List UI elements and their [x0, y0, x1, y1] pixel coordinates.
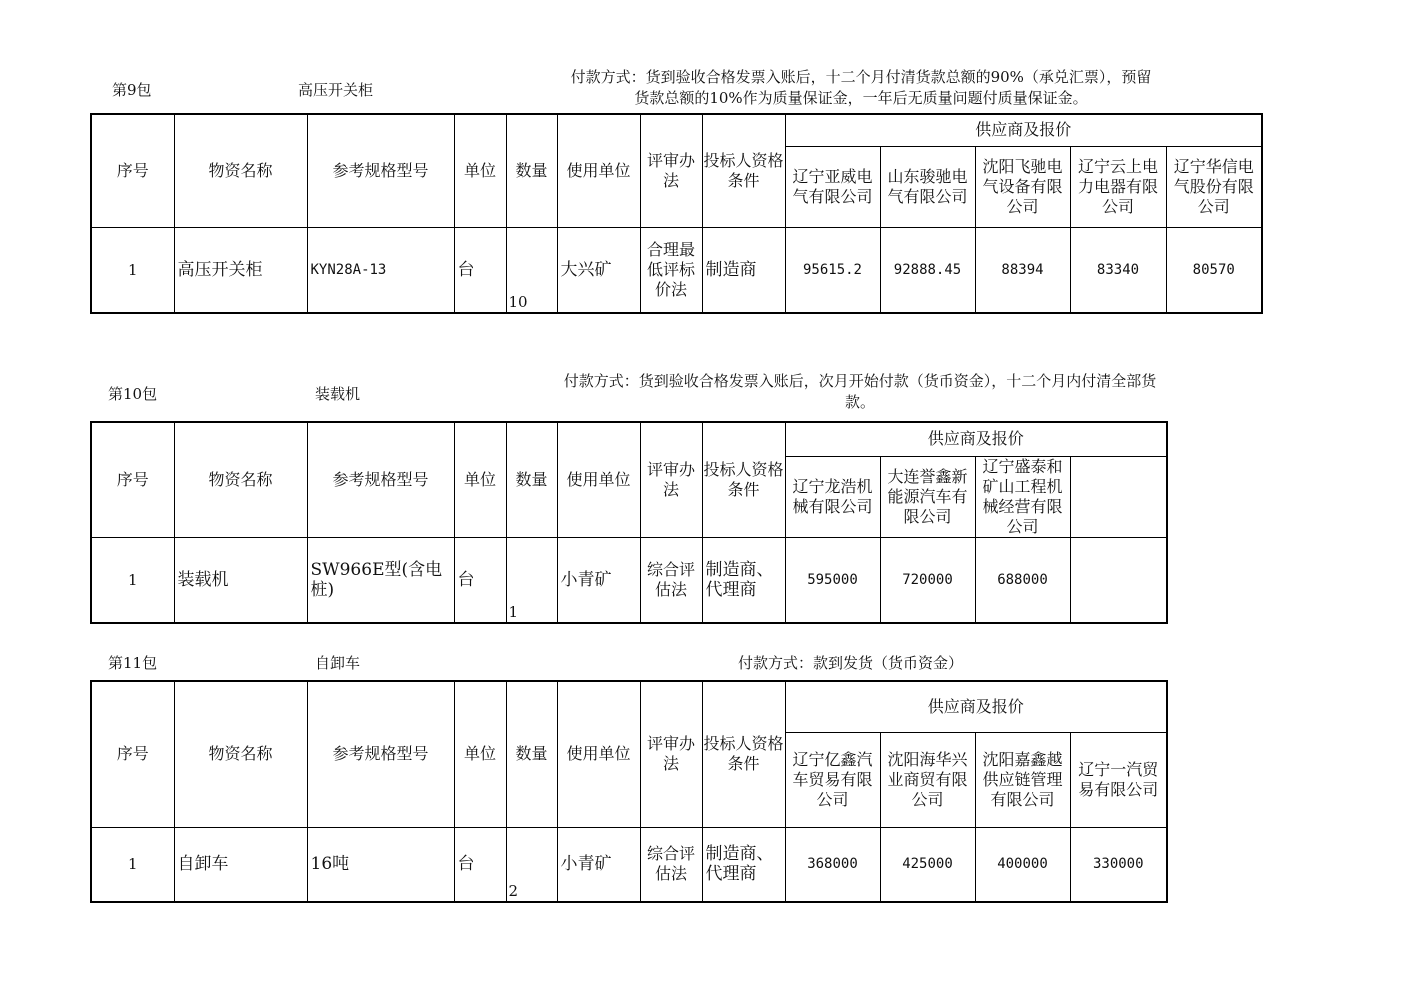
row-qty: 2 [506, 827, 557, 902]
row-user: 小青矿 [557, 537, 640, 623]
row-price: 400000 [975, 827, 1070, 902]
row-method: 综合评估法 [640, 827, 702, 902]
row-price: 425000 [880, 827, 975, 902]
row-name: 装载机 [174, 537, 307, 623]
header-method: 评审办法 [640, 114, 702, 227]
row-name: 高压开关柜 [174, 227, 307, 313]
supplier-name: 辽宁龙浩机械有限公司 [785, 456, 880, 537]
package-9-table [90, 113, 1263, 314]
header-spec: 参考规格型号 [307, 681, 454, 827]
row-price: 92888.45 [880, 227, 975, 313]
header-user: 使用单位 [557, 114, 640, 227]
supplier-name: 沈阳海华兴业商贸有限公司 [880, 732, 975, 827]
header-qualification: 投标人资格条件 [702, 114, 785, 227]
row-spec: SW966E型(含电桩) [307, 537, 454, 623]
header-qualification: 投标人资格条件 [702, 681, 785, 827]
package-11-name: 自卸车 [315, 654, 361, 672]
package-10-payment: 付款方式：货到验收合格发票入账后，次月开始付款（货币资金），十二个月内付清全部货款。 [563, 372, 1157, 411]
header-unit: 单位 [454, 114, 506, 227]
supplier-name: 辽宁华信电气股份有限公司 [1166, 146, 1262, 227]
header-qty: 数量 [506, 114, 557, 227]
package-11-payment: 付款方式：款到发货（货币资金） [738, 654, 964, 672]
supplier-name: 辽宁一汽贸易有限公司 [1070, 732, 1167, 827]
package-10-table [90, 421, 1168, 624]
row-qualification: 制造商、代理商 [702, 537, 785, 623]
header-name: 物资名称 [174, 681, 307, 827]
row-price: 688000 [975, 537, 1070, 623]
row-price [1070, 537, 1167, 623]
package-11-table [90, 680, 1168, 903]
supplier-name: 大连誉鑫新能源汽车有限公司 [880, 456, 975, 537]
header-suppliers: 供应商及报价 [785, 681, 1167, 732]
row-price: 95615.2 [785, 227, 880, 313]
package-9-name: 高压开关柜 [298, 81, 374, 99]
row-unit: 台 [454, 227, 506, 313]
row-spec: KYN28A-13 [307, 227, 454, 313]
row-method: 合理最低评标价法 [640, 227, 702, 313]
header-seq: 序号 [91, 422, 174, 537]
row-price: 368000 [785, 827, 880, 902]
package-11-label: 第11包 [108, 654, 158, 672]
package-9-payment: 付款方式：货到验收合格发票入账后，十二个月付清货款总额的90%（承兑汇票），预留货款总额的10%作为质量保证金，一年后无质量问题付质量保证金。 [570, 68, 1152, 107]
row-price: 720000 [880, 537, 975, 623]
header-name: 物资名称 [174, 422, 307, 537]
package-10-name: 装载机 [315, 385, 361, 403]
header-name: 物资名称 [174, 114, 307, 227]
row-seq: 1 [91, 227, 174, 313]
supplier-name: 沈阳飞驰电气设备有限公司 [975, 146, 1070, 227]
row-price: 83340 [1070, 227, 1166, 313]
row-unit: 台 [454, 827, 506, 902]
header-seq: 序号 [91, 114, 174, 227]
header-unit: 单位 [454, 422, 506, 537]
supplier-name [1070, 456, 1167, 537]
header-unit: 单位 [454, 681, 506, 827]
supplier-name: 辽宁亿鑫汽车贸易有限公司 [785, 732, 880, 827]
row-price: 80570 [1166, 227, 1262, 313]
row-unit: 台 [454, 537, 506, 623]
header-spec: 参考规格型号 [307, 114, 454, 227]
header-method: 评审办法 [640, 681, 702, 827]
row-seq: 1 [91, 537, 174, 623]
row-qualification: 制造商、代理商 [702, 827, 785, 902]
supplier-name: 辽宁亚威电气有限公司 [785, 146, 880, 227]
row-user: 小青矿 [557, 827, 640, 902]
row-method: 综合评估法 [640, 537, 702, 623]
header-user: 使用单位 [557, 422, 640, 537]
header-qualification: 投标人资格条件 [702, 422, 785, 537]
row-name: 自卸车 [174, 827, 307, 902]
header-suppliers: 供应商及报价 [785, 114, 1262, 146]
package-9-label: 第9包 [112, 81, 152, 99]
row-spec: 16吨 [307, 827, 454, 902]
header-seq: 序号 [91, 681, 174, 827]
header-method: 评审办法 [640, 422, 702, 537]
header-qty: 数量 [506, 681, 557, 827]
header-suppliers: 供应商及报价 [785, 422, 1167, 456]
header-spec: 参考规格型号 [307, 422, 454, 537]
row-qty: 1 [506, 537, 557, 623]
row-price: 595000 [785, 537, 880, 623]
row-qty: 10 [506, 227, 557, 313]
row-seq: 1 [91, 827, 174, 902]
header-qty: 数量 [506, 422, 557, 537]
supplier-name: 沈阳嘉鑫越供应链管理有限公司 [975, 732, 1070, 827]
supplier-name: 辽宁云上电力电器有限公司 [1070, 146, 1166, 227]
supplier-name: 辽宁盛泰和矿山工程机械经营有限公司 [975, 456, 1070, 537]
row-user: 大兴矿 [557, 227, 640, 313]
supplier-name: 山东骏驰电气有限公司 [880, 146, 975, 227]
row-price: 88394 [975, 227, 1070, 313]
row-qualification: 制造商 [702, 227, 785, 313]
package-10-label: 第10包 [108, 385, 158, 403]
row-price: 330000 [1070, 827, 1167, 902]
header-user: 使用单位 [557, 681, 640, 827]
